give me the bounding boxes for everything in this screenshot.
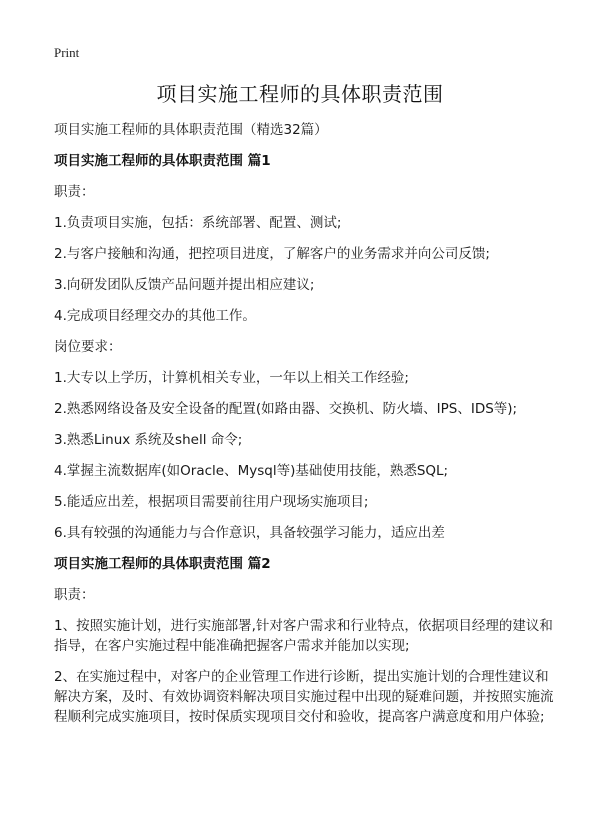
duty-item: 3.向研发团队反馈产品问题并提出相应建议; [54, 277, 315, 293]
page-title: 项目实施工程师的具体职责范围 [156, 82, 444, 106]
duty-item: 1.负责项目实施，包括：系统部署、配置、测试; [54, 215, 342, 231]
section-heading-1: 项目实施工程师的具体职责范围 篇1 [54, 153, 271, 169]
duty-paragraph: 1、按照实施计划，进行实施部署,针对客户需求和行业特点，依据项目经理的建议和指导，在客户实施过程中能准确把握客户需求并能加以实现; [54, 618, 553, 654]
document-body [54, 151, 554, 738]
duty-paragraph: 2、在实施过程中，对客户的企业管理工作进行诊断，提出实施计划的合理性建议和解决方案，及时、有效协调资料解决项目实施过程中出现的疑难问题，并按照实施流程顺利完成实施项目，按时保质实现项目交付和验收，提高客户满意度和用户体验; [54, 669, 554, 725]
print-label: Print [54, 45, 80, 60]
requirement-item: 2.熟悉网络设备及安全设备的配置(如路由器、交换机、防火墙、IPS、IDS等); [54, 401, 518, 417]
requirement-item: 1.大专以上学历，计算机相关专业，一年以上相关工作经验; [54, 370, 409, 386]
requirements-label: 岗位要求： [54, 339, 122, 355]
duties-label: 职责： [54, 184, 95, 200]
duties-label: 职责： [54, 587, 95, 603]
duty-item: 2.与客户接触和沟通，把控项目进度，了解客户的业务需求并向公司反馈; [54, 246, 490, 262]
requirement-item: 3.熟悉Linux 系统及shell 命令; [54, 432, 243, 448]
requirement-item: 5.能适应出差，根据项目需要前往用户现场实施项目; [54, 494, 369, 510]
document-subtitle: 项目实施工程师的具体职责范围（精选32篇） [54, 122, 328, 138]
section-heading-2: 项目实施工程师的具体职责范围 篇2 [54, 556, 271, 572]
duty-item: 4.完成项目经理交办的其他工作。 [54, 308, 256, 324]
requirement-item: 4.掌握主流数据库(如Oracle、Mysql等)基础使用技能，熟悉SQL; [54, 463, 449, 479]
requirement-item: 6.具有较强的沟通能力与合作意识，具备较强学习能力，适应出差 [54, 525, 445, 541]
